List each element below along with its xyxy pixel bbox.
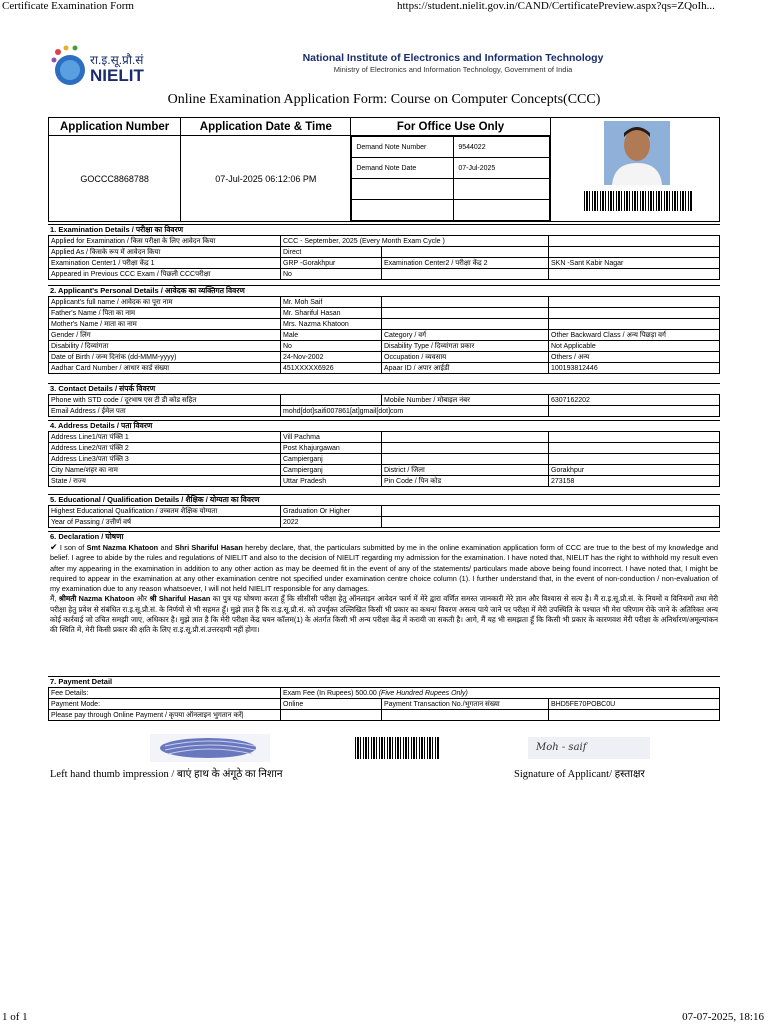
blank-cell (549, 308, 720, 319)
section-title: 6. Declaration / घोषणा (48, 531, 720, 542)
checkbox-checked-icon[interactable]: ✔ (50, 542, 58, 552)
field-label: Pin Code / पिन कोड (382, 476, 549, 487)
field-label: Please pay through Online Payment / कृपया ऑनलाइन भुगतान करें| (49, 710, 281, 721)
blank-cell (454, 179, 549, 200)
blank-cell (549, 454, 720, 465)
field-label: City Name/शहर का नाम (49, 465, 281, 476)
field-value: Graduation Or Higher (281, 506, 382, 517)
ministry-name: Ministry of Electronics and Information Technology, Government of India (333, 65, 573, 74)
field-label: Applied for Examination / किस परीक्षा के लिए आवेदन किया (49, 236, 281, 247)
field-value: Male (281, 330, 382, 341)
office-use-header: For Office Use Only (351, 118, 550, 136)
field-value: SKN -Sant Kabir Nagar (549, 258, 720, 269)
blank-cell (549, 297, 720, 308)
field-label: Examination Center2 / परीक्षा केंद्र 2 (382, 258, 549, 269)
logo-text: NIELIT (90, 66, 144, 85)
field-value: No (281, 269, 382, 280)
field-label: Aadhar Card Number / आधार कार्ड संख्या (49, 363, 281, 374)
blank-cell (549, 432, 720, 443)
field-value: 273158 (549, 476, 720, 487)
field-label: Year of Passing / उत्तीर्ण वर्ष (49, 517, 281, 528)
section-exam-details (48, 224, 720, 280)
section-payment-detail (48, 676, 720, 721)
field-value: Post Khajurgawan (281, 443, 382, 454)
blank-cell (281, 710, 382, 721)
field-label: Applied As / किसके रूप में आवेदन किया (49, 247, 281, 258)
field-value: Gorakhpur (549, 465, 720, 476)
field-label: Phone with STD code / दूरभाष एस टी डी कोड सहित (49, 395, 281, 406)
application-date: 07-Jul-2025 06:12:06 PM (181, 136, 351, 222)
field-label: Disability Type / दिव्यांगता प्रकार (382, 341, 549, 352)
section-title: 3. Contact Details / संपर्क विवरण (48, 383, 720, 394)
decl-text: का पुत्र यह घोषणा करता हूँ कि सीसीसी परीक्षा हेतु ऑनलाइन आवेदन फार्म में मेरे द्वारा वर्णित समस्त जानकारी मेरे ज्ञान और विश्वास से सत्य है। मैं रा.इ.सू.प्रौ.सं. के नियमों व विनियमों तथा मेरी परीक्षा हेतु प्रवेश से संबंधित रा.इ.सू.प्रौ.सं. के निर्णयों से भी सहमत हूँ। मुझे ज्ञात है कि रा.इ.सू.प्रौ.सं. को उपर्युक्त उल्लिखित किसी भी प्रकार का कथन/ विवरण असत्य पाये जाने पर परीक्षा में मेरी उपस्थिति के पश्चात भी मेरा परिणाम रोके जाने के अतिरिक्त अन्य कोई कार्रवाई जो उचित समझी जाए, अधिकार है। मुझे ज्ञात है कि मेरी परीक्षा केंद्र चयन कॉलम(1) के अंतर्गत किसी भी अन्य परीक्षा केंद्र में करायी जा सकती है। आगे, मैं यह भी समझता हूँ कि किसी भी प्रकार के कारणवश मेरी परीक्षा के अनिर्धारण/अमूल्यांकन की स्थिति में, मेरी किसी प्रकार की क्षति के लिए रा.इ.सू.प्रौ.सं.उत्तरदायी नहीं होगा। (50, 594, 718, 635)
field-value: Other Backward Class / अन्य पिछड़ा वर्ग (549, 330, 720, 341)
field-label: Occupation / व्यवसाय (382, 352, 549, 363)
field-value: Online (281, 699, 382, 710)
section-title: 4. Address Details / पता विवरण (48, 420, 720, 431)
signature-label: Signature of Applicant/ हस्ताक्षर (514, 769, 645, 780)
field-value: CCC - September, 2025 (Every Month Exam Cycle ) (281, 236, 549, 247)
thumb-label: Left hand thumb impression / बाएं हाथ के अंगूठे का निशान (50, 769, 283, 780)
field-value: Uttar Pradesh (281, 476, 382, 487)
field-label: Address Line2/पता पंक्ति 2 (49, 443, 281, 454)
blank-cell (382, 432, 549, 443)
section-title: 1. Examination Details / परीक्षा का विवरण (48, 224, 720, 235)
field-label: Category / वर्ग (382, 330, 549, 341)
field-label: Highest Educational Qualification / उच्चतम शैक्षिक योग्यता (49, 506, 281, 517)
print-datetime: 07-07-2025, 18:16 (682, 1011, 764, 1023)
page-count: 1 of 1 (2, 1011, 28, 1023)
applicant-signature: Moh - saif (528, 737, 650, 759)
decl-text: hereby declare, that, the particulars submitted by me in the online examination application form of CCC are true to the best of my knowledge and belief. I agree to abide by the rules and regulations of NIELIT and also to the decision of NIELIT regarding my admission for the examination. I have noted that, NIELIT has the right to withhold my result even after my appearing in the examination in addition to any other action as may be deemed fit in the event of any of the statements/ particulars made above being found incorrect. I have noted that, I might be required to appear in the examination at any other examination centre not specified under examination centre choice column (1). I further understand that, in the event of non-conduction / non-evaluation of my examination due to any reason whatsoever, I will not held NIELIT responsible for any damages. (50, 543, 719, 594)
section-personal-details (48, 285, 720, 374)
blank-cell (382, 517, 720, 528)
blank-cell (382, 247, 549, 258)
section-title: 5. Educational / Qualification Details / शैक्षिक / योग्यता का विवरण (48, 494, 720, 505)
mother-name: Smt Nazma Khatoon (86, 543, 159, 552)
application-number: GOCCC8868788 (49, 136, 181, 222)
field-label: Gender / लिंग (49, 330, 281, 341)
field-label: Mother's Name / माता का नाम (49, 319, 281, 330)
blank-cell (549, 443, 720, 454)
thumb-impression (150, 734, 270, 762)
field-label: District / जिला (382, 465, 549, 476)
field-label: Payment Transaction No./भुगतान संख्या (382, 699, 549, 710)
field-value: Exam Fee (In Rupees) 500.00 (283, 689, 379, 697)
blank-cell (549, 710, 720, 721)
blank-cell (549, 269, 720, 280)
header (48, 42, 720, 90)
field-value: mohd[dot]saifi007861[at]gmail[dot]com (281, 406, 549, 417)
field-value: Campierganj (281, 454, 382, 465)
field-label: Payment Mode: (49, 699, 281, 710)
section-declaration (48, 531, 720, 636)
footer-barcode (355, 737, 440, 759)
blank-cell (382, 710, 549, 721)
field-label: Email Address / ईमेल पता (49, 406, 281, 417)
blank-cell (549, 406, 720, 417)
field-value: 24-Nov-2002 (281, 352, 382, 363)
father-name: श्री Shariful Hasan (149, 594, 211, 604)
decl-text: और (134, 594, 150, 604)
decl-text: and (158, 543, 175, 552)
blank-cell (352, 200, 454, 221)
field-value: 451XXXXX6926 (281, 363, 382, 374)
section-contact-details (48, 383, 720, 417)
application-date-header: Application Date & Time (181, 118, 351, 136)
field-value: GRP -Gorakhpur (281, 258, 382, 269)
blank-cell (382, 443, 549, 454)
field-value: 2022 (281, 517, 382, 528)
blank-cell (382, 308, 549, 319)
field-label: State / राज्य (49, 476, 281, 487)
field-value: Others / अन्य (549, 352, 720, 363)
mother-name: श्रीमती Nazma Khatoon (58, 594, 135, 604)
application-summary-table (48, 117, 720, 222)
nielit-logo (48, 42, 168, 90)
field-value: 100193812446 (549, 363, 720, 374)
blank-cell (382, 506, 720, 517)
section-education-details (48, 494, 720, 528)
field-value: No (281, 341, 382, 352)
field-label: Father's Name / पिता का नाम (49, 308, 281, 319)
blank-cell (549, 319, 720, 330)
fee-value (281, 688, 720, 699)
blank-cell (382, 297, 549, 308)
field-label: Examination Center1 / परीक्षा केंद्र 1 (49, 258, 281, 269)
field-value: 6307162202 (549, 395, 720, 406)
field-label: Applicant's full name / आवेदक का पूरा नाम (49, 297, 281, 308)
fee-words: (Five Hundred Rupees Only) (378, 689, 468, 697)
blank-cell (382, 269, 549, 280)
field-value: Not Applicable (549, 341, 720, 352)
section-title: 7. Payment Detail (48, 676, 720, 687)
field-value: Campierganj (281, 465, 382, 476)
field-label: Address Line1/पता पंक्ति 1 (49, 432, 281, 443)
field-value: Mrs. Nazma Khatoon (281, 319, 382, 330)
browser-url: https://student.nielit.gov.in/CAND/CertificatePreview.aspx?qs=ZQoIh... (397, 0, 715, 12)
declaration-english (48, 542, 720, 594)
field-label: Mobile Number / मोबाइल नंबर (382, 395, 549, 406)
demand-note-date: 07-Jul-2025 (454, 158, 549, 179)
field-label: Date of Birth / जन्म दिनांक (dd-MMM-yyyy) (49, 352, 281, 363)
demand-note-number: 9544022 (454, 137, 549, 158)
photo-cell (550, 118, 719, 222)
applicant-photo (604, 121, 670, 185)
browser-title: Certificate Examination Form (2, 0, 134, 12)
field-label: Disability / दिव्यांगता (49, 341, 281, 352)
field-value: Direct (281, 247, 382, 258)
demand-note-number-label: Demand Note Number (352, 137, 454, 158)
declaration-hindi (48, 594, 720, 635)
office-use-cell (351, 136, 550, 222)
field-label: Fee Details: (49, 688, 281, 699)
photo-barcode (584, 191, 692, 211)
blank-cell (281, 395, 382, 406)
field-label: Appeared in Previous CCC Exam / पिछली CCCपरीक्षा (49, 269, 281, 280)
org-name: National Institute of Electronics and Information Technology (302, 52, 604, 64)
field-label: Apaar ID / अपार आईडी (382, 363, 549, 374)
field-value: Mr. Shariful Hasan (281, 308, 382, 319)
field-value: Mr. Moh Saif (281, 297, 382, 308)
section-address-details (48, 420, 720, 487)
father-name: Shri Shariful Hasan (174, 543, 243, 552)
field-value: BHD5FE70POBC0U (549, 699, 720, 710)
blank-cell (352, 179, 454, 200)
decl-text: मैं, (50, 594, 59, 604)
blank-cell (382, 319, 549, 330)
form-title: Online Examination Application Form: Course on Computer Concepts(CCC) (167, 92, 601, 107)
blank-cell (549, 236, 720, 247)
logo-hindi: रा.इ.सू.प्रौ.सं (90, 53, 144, 67)
decl-text: I son of (59, 543, 87, 552)
demand-note-date-label: Demand Note Date (352, 158, 454, 179)
blank-cell (549, 247, 720, 258)
blank-cell (382, 454, 549, 465)
application-number-header: Application Number (49, 118, 181, 136)
field-value: Vill Pachma (281, 432, 382, 443)
field-label: Address Line3/पता पंक्ति 3 (49, 454, 281, 465)
section-title: 2. Applicant's Personal Details / आवेदक का व्यक्तिगत विवरण (48, 285, 720, 296)
blank-cell (454, 200, 549, 221)
